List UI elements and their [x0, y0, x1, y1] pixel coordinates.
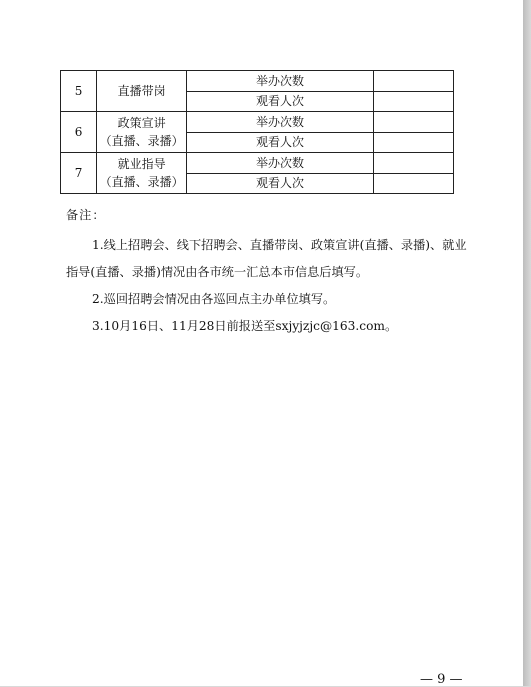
- activity-name: 政策宣讲: [117, 116, 166, 130]
- notes-title: 备注：: [66, 208, 106, 222]
- value-cell: [373, 173, 453, 194]
- value-cell: [373, 112, 453, 133]
- activity-name-cell: [97, 112, 187, 153]
- row-number-cell: 7: [61, 153, 97, 194]
- activity-name-cell: [97, 71, 187, 112]
- value-cell: [373, 132, 453, 153]
- activity-subtitle: （直播、录播）: [99, 175, 184, 189]
- metric-label-cell: 观看人次: [187, 132, 373, 153]
- table-row: [61, 71, 454, 92]
- notes-section: [66, 206, 470, 340]
- value-cell: [373, 91, 453, 112]
- activity-name-cell: [97, 153, 187, 194]
- metric-label-cell: 举办次数: [187, 71, 373, 92]
- statistics-table: [60, 70, 454, 194]
- table-row: [61, 112, 454, 133]
- metric-label-cell: 观看人次: [187, 91, 373, 112]
- metric-label-cell: 举办次数: [187, 153, 373, 174]
- metric-label-cell: 观看人次: [187, 173, 373, 194]
- value-cell: [373, 153, 453, 174]
- activity-subtitle: （直播、录播）: [99, 134, 184, 148]
- note-item: 2.巡回招聘会情况由各巡回点主办单位填写。: [92, 292, 336, 306]
- page-number: — 9 —: [420, 672, 463, 687]
- row-number-cell: 5: [61, 71, 97, 112]
- note-item: 3.10月16日、11月28日前报送至sxjyjzjc@163.com。: [92, 319, 398, 333]
- activity-name: 就业指导: [117, 157, 166, 171]
- activity-name: 直播带岗: [117, 84, 166, 98]
- metric-label-cell: 举办次数: [187, 112, 373, 133]
- note-item: 1.线上招聘会、线下招聘会、直播带岗、政策宣讲(直播、录播)、就业指导(直播、录播)情况由各市统一汇总本市信息后填写。: [66, 238, 467, 279]
- value-cell: [373, 71, 453, 92]
- table-row: [61, 153, 454, 174]
- row-number-cell: 6: [61, 112, 97, 153]
